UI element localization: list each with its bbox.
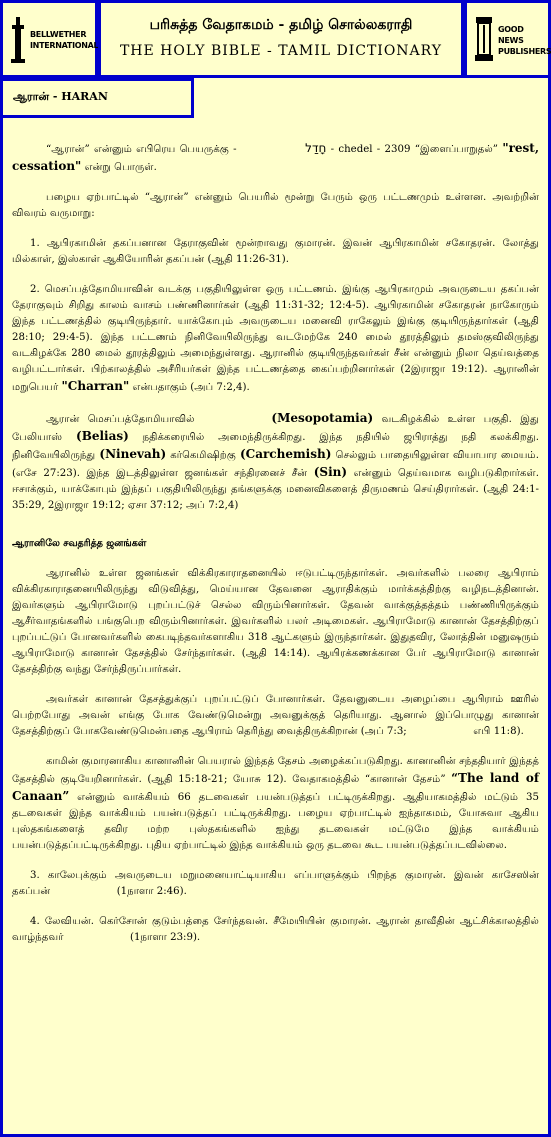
- item-3-text-a: 3. காலேபுக்கும் அவருடைய மறுமனையாட்டியாகிய எப்பாளுக்கும் பிறந்த குமாரன். இவன் காசேஸின் தகப்பன்: [12, 870, 539, 897]
- entry-heading: ஆரான் - HARAN: [13, 90, 108, 103]
- intro-text-e: என்று பொருள்.: [84, 162, 157, 173]
- journey-text-a: அவர்கள் கானான் தேசத்துக்குப் புறப்பட்டுப் போனார்கள். தேவனுடைய அழைப்பை ஆபிராம் ஊரில் பெற்றபோது அவன் எங்கு போக வேண்டுமென்று அவனுக்குத் தெரியாது. ஆனால் இப்பொழுது கானான் தேசத்திற்குப் போகவேண்டுமென்பதை ஆபிராம் தெரிந்து வைத்திருக்கிறான் (அப் 7:3;: [12, 694, 539, 737]
- meaning-item-1: 1. ஆபிரகாமின் தகப்பனான தேராகுவின் மூன்றாவது குமாரன். இவன் ஆபிரகாமின் சகோதரன். லோத்து மில்காள், இஸ்காள் ஆகியோரின் தகப்பன் (ஆதி 11:26-31).: [12, 238, 539, 265]
- item-2-text-a: 2. மெசப்பத்தோமியாவின் வடக்கு பகுதியிலுள்ள ஒரு பட்டணம். இங்கு ஆபிரகாமும் அவருடைய தகப்பன் தேராகுவும் சிறிது காலம் வாசம் பண்ணினார்கள் (ஆதி 11:31-32; 12:4-5). ஆபிரகாமின் சகோதரன் நாகோரும் இந்த பட்டணத்தில் குடியிருந்தார். யாக்கோபும் அவருடைய மனைவி ராகேலும் இங்கு குடியிருந்தார்கள் (ஆதி 28:10; 29:4-5). இந்த பட்டணம் நினிவேயிலிருந்து வடமேற்கே 240 மைல் தூரத்திலும் தமஸ்குவிலிருந்து வடகிழக்கே 280 மைல் தூரத்திலும் அமைந்துள்ளது. ஆரானில் குடியிருந்தவர்கள் சீன் என்னும் நிலா தெய்வத்தை வழிபட்டார்கள். பிற்காலத்தில் அசீரியர்கள் இந்த பட்டணத்தை கைப்பற்றினார்கள் (2இராஜா 19:12). ஆரானின் மறுபெயர்: [12, 284, 539, 393]
- good-news-logo-icon: [473, 15, 495, 65]
- header-right-logo-box: [464, 0, 551, 78]
- overview-paragraph: பழைய ஏற்பாட்டில் “ஆரான்” என்னும் பெயரில் மூன்று பேரும் ஒரு பட்டணமும் உள்ளன. அவற்றின் விவரம் வருமாறு:: [12, 192, 539, 219]
- location-text-c: வடகிழக்கில் உள்ள பகுதி. இது பேலியாஸ்: [12, 414, 539, 443]
- header-title-box: [98, 0, 464, 78]
- location-text-i: செல்லும் பாதையிலுள்ள வியாபார மையம். (எசே 27:23). இந்த இடத்திலுள்ள ஜனங்கள் சந்திரனைச் சீன்: [12, 450, 539, 479]
- journey-text-b: எபி 11:8).: [473, 726, 524, 737]
- location-mesopotamia: (Mesopotamia): [271, 411, 374, 425]
- item-4-text-a: 4. லேவியன். கெர்சோன் குடும்பத்தை சேர்ந்தவன். சீமேயியின் குமாரன். ஆரான் தாவீதின் ஆட்சிக்காலத்தில் வாழ்ந்தவர்: [12, 916, 539, 943]
- location-text-e: நதிக்கரையில் அமைந்திருக்கிறது. இந்த நதியில் ஜபிராத்து நதி கலக்கிறது. நினிவேயிலிருந்து: [12, 432, 539, 461]
- location-text-a: ஆரான் மெசப்பத்தோமியாவில்: [46, 414, 195, 425]
- meaning-item-2: [12, 282, 539, 396]
- item-2-text-c: என்பதாகும் (அப் 7:2,4).: [132, 382, 250, 393]
- hebrew-word: חָדַל: [305, 141, 327, 155]
- people-paragraph: ஆரானில் உள்ள ஜனங்கள் விக்கிரகாராதனையில் ஈடுபட்டிருந்தார்கள். அவர்களில் பலரை ஆபிராம் விக்கிரகாராதனையிலிருந்து விடுவித்து, மெய்யான தேவனை ஆராதிக்கும் மார்க்கத்திற்கு வழிநடத்தினான். இவர்களும் ஆபிராமோடு புறப்பட்டுச் செல்ல விரும்பினார்கள். தேவன் வாக்குத்தத்தம் பண்ணியிருக்கும் ஆசீர்வாதங்களில் பங்குபெற விரும்பினார்கள். இவர்களில் பலர் அடிமைகள். ஆபிராமோடு கானான் தேசத்திற்குப் புறப்பட்டுப் போனவர்களில் கைபடிந்தவர்களாகிய 318 ஆட்களும் இருந்தார்கள். இதுதவிர, லோத்தின் மனுஷரும் ஆபிராமோடு கானான் தேசத்தில் சேர்ந்தார்கள். (ஆதி 14:14). ஆயிரக்கணக்கான பேர் ஆபிராமோடு கானான் தேசத்திற்கு வந்து சேர்ந்திருப்பார்கள்.: [12, 568, 539, 675]
- canaan-text-c: என்னும் வாக்கியம் 66 தடவைகள் பயன்படுத்தப் பட்டிருக்கிறது. ஆதியாகமத்தில் மட்டும் 35 தடவைகள் இந்த வாக்கியம் பயன்படுத்தப் பட்டிருக்கிறது. பழைய ஏற்பாட்டில் ஐந்தாகமம், யோசுவா ஆகிய புஸ்தகங்களைத் தவிர மற்ற புஸ்தகங்களில் ஐந்து தடவைகள் மட்டுமே இந்த வாக்கியம் பயன்படுத்தப்பட்டிருக்கிறது. புதிய ஏற்பாட்டில் இந்த வாக்கியம் ஒரு தடவை கூட பயன்படுத்தப்படவில்லை.: [12, 792, 539, 851]
- intro-meaning-english: "rest, cessation": [12, 141, 539, 173]
- title-tamil: பரிசுத்த வேதாகமம் - தமிழ் சொல்லகராதி: [149, 17, 413, 33]
- section-heading: ஆரானிலே சவதரித்த ஜனங்கள்: [12, 538, 147, 549]
- left-logo-line-1: BELLWETHER: [30, 30, 87, 39]
- entry-content: [12, 140, 539, 960]
- intro-text-c: “இளைப்பாறுதல்”: [414, 144, 499, 155]
- canaan-text-a: காமின் குமாரனாகிய கானானின் பெயரால் இந்தத் தேசம் அழைக்கப்படுகிறது. கானானின் சந்ததியார் இந்தத் தேசத்தில் குடியேறினார்கள். (ஆதி 15:18-21; யோசு 12). வேதாகமத்தில் “கானான் தேசம்”: [12, 756, 539, 785]
- location-ninevah: (Ninevah): [99, 447, 167, 461]
- canaan-paragraph: [12, 754, 539, 854]
- item-2-charran: "Charran": [61, 379, 130, 393]
- location-sin: (Sin): [313, 465, 348, 479]
- bellwether-logo-icon: [9, 15, 27, 65]
- meaning-item-4: [12, 914, 539, 946]
- intro-text-b: - chedel - 2309: [330, 144, 411, 155]
- right-logo-line-1: GOOD NEWS: [498, 24, 524, 45]
- item-4-ref: (1நாளா 23:9).: [130, 932, 201, 943]
- right-logo-line-2: PUBLISHERS: [498, 46, 551, 56]
- location-belias: (Belias): [76, 429, 129, 443]
- header-left-logo-box: [0, 0, 98, 78]
- intro-paragraph: [12, 140, 539, 176]
- location-text-k: என்னும் தெய்வமாக வழிபடுகிறார்கள். ஈசாக்கும், யாக்கோபும் இந்தப் பகுதியிலிருந்து தங்களுக்கு மனைவிகளைத் திருமணம் செய்திரார்கள். (ஆதி 24:1-35:29, 2இராஜா 19:12; ஏசா 37:12; அப் 7:2,4): [12, 468, 539, 511]
- location-carchemish: (Carchemish): [239, 447, 332, 461]
- entry-heading-box: [0, 78, 194, 118]
- left-logo-line-2: INTERNATIONAL: [30, 41, 99, 50]
- canaan-english: “The land of Canaan”: [12, 771, 540, 803]
- journey-paragraph: [12, 692, 539, 740]
- meaning-item-3: [12, 868, 539, 900]
- location-paragraph: [12, 410, 539, 514]
- bellwether-logo[interactable]: [9, 11, 99, 69]
- intro-text-a: “ஆரான்” என்னும் எபிரெய பெயருக்கு -: [46, 144, 237, 155]
- location-text-g: கர்கெமிஷிற்கு: [170, 450, 236, 461]
- item-3-ref: (1நாளா 2:46).: [116, 886, 187, 897]
- good-news-logo[interactable]: [473, 11, 551, 69]
- title-english: THE HOLY BIBLE - TAMIL DICTIONARY: [119, 43, 443, 59]
